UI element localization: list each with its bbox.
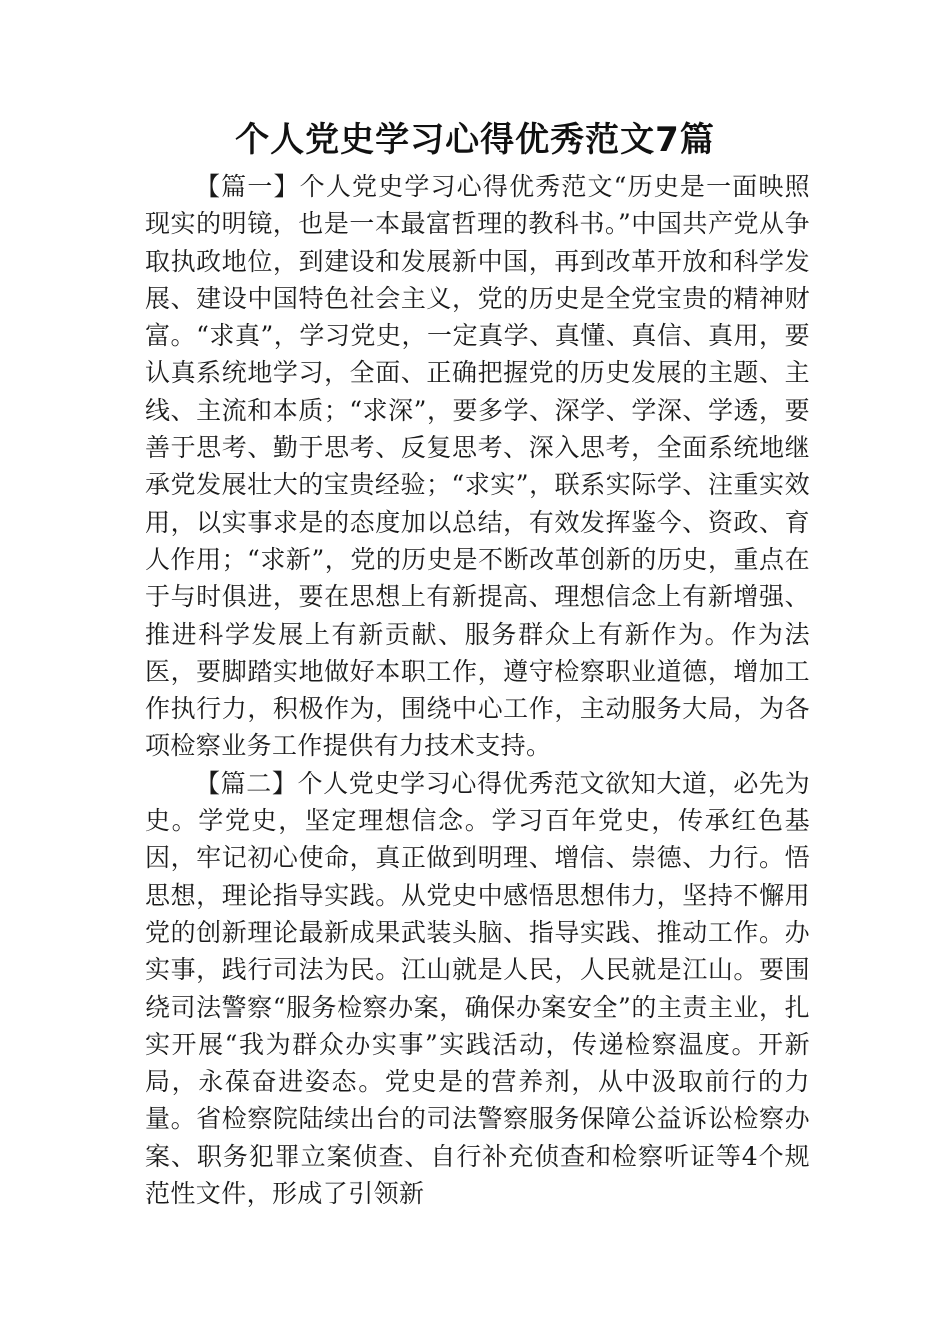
document-title: 个人党史学习心得优秀范文7篇	[235, 120, 715, 160]
paragraph-part-two: 【篇二】个人党史学习心得优秀范文欲知大道，必先为史。学党史，坚定理想信念。学习百年党史，传承红色基因，牢记初心使命，真正做到明理、增信、崇德、力行。悟思想，理论指导实践。从党史中感悟思想伟力，坚持不懈用党的创新理论最新成果武装头脑、指导实践、推动工作。办实事，践行司法为民。江山就是人民，人民就是江山。要围绕司法警察“服务检察办案，确保办案安全”的主责主业，扎实开展“我为群众办实事”实践活动，传递检察温度。开新局，永葆奋进姿态。党史是的营养剂，从中汲取前行的力量。省检察院陆续出台的司法警察服务保障公益诉讼检察办案、职务犯罪立案侦查、自行补充侦查和检察听证等4个规范性文件，形成了引领新	[145, 768, 810, 1209]
paragraph-part-one: 【篇一】个人党史学习心得优秀范文“历史是一面映照现实的明镜，也是一本最富哲理的教科书。”中国共产党从争取执政地位，到建设和发展新中国，再到改革开放和科学发展、建设中国特色社会主义，党的历史是全党宝贵的精神财富。“求真”，学习党史，一定真学、真懂、真信、真用，要认真系统地学习，全面、正确把握党的历史发展的主题、主线、主流和本质；“求深”，要多学、深学、学深、学透，要善于思考、勤于思考、反复思考、深入思考，全面系统地继承党发展壮大的宝贵经验；“求实”，联系实际学、注重实效用，以实事求是的态度加以总结，有效发挥鉴今、资政、育人作用；“求新”，党的历史是不断改革创新的历史，重点在于与时俱进，要在思想上有新提高、理想信念上有新增强、推进科学发展上有新贡献、服务群众上有新作为。作为法医，要脚踏实地做好本职工作，遵守检察职业道德，增加工作执行力，积极作为，围绕中心工作，主动服务大局，为各项检察业务工作提供有力技术支持。	[145, 172, 810, 761]
document-body	[145, 168, 810, 1212]
